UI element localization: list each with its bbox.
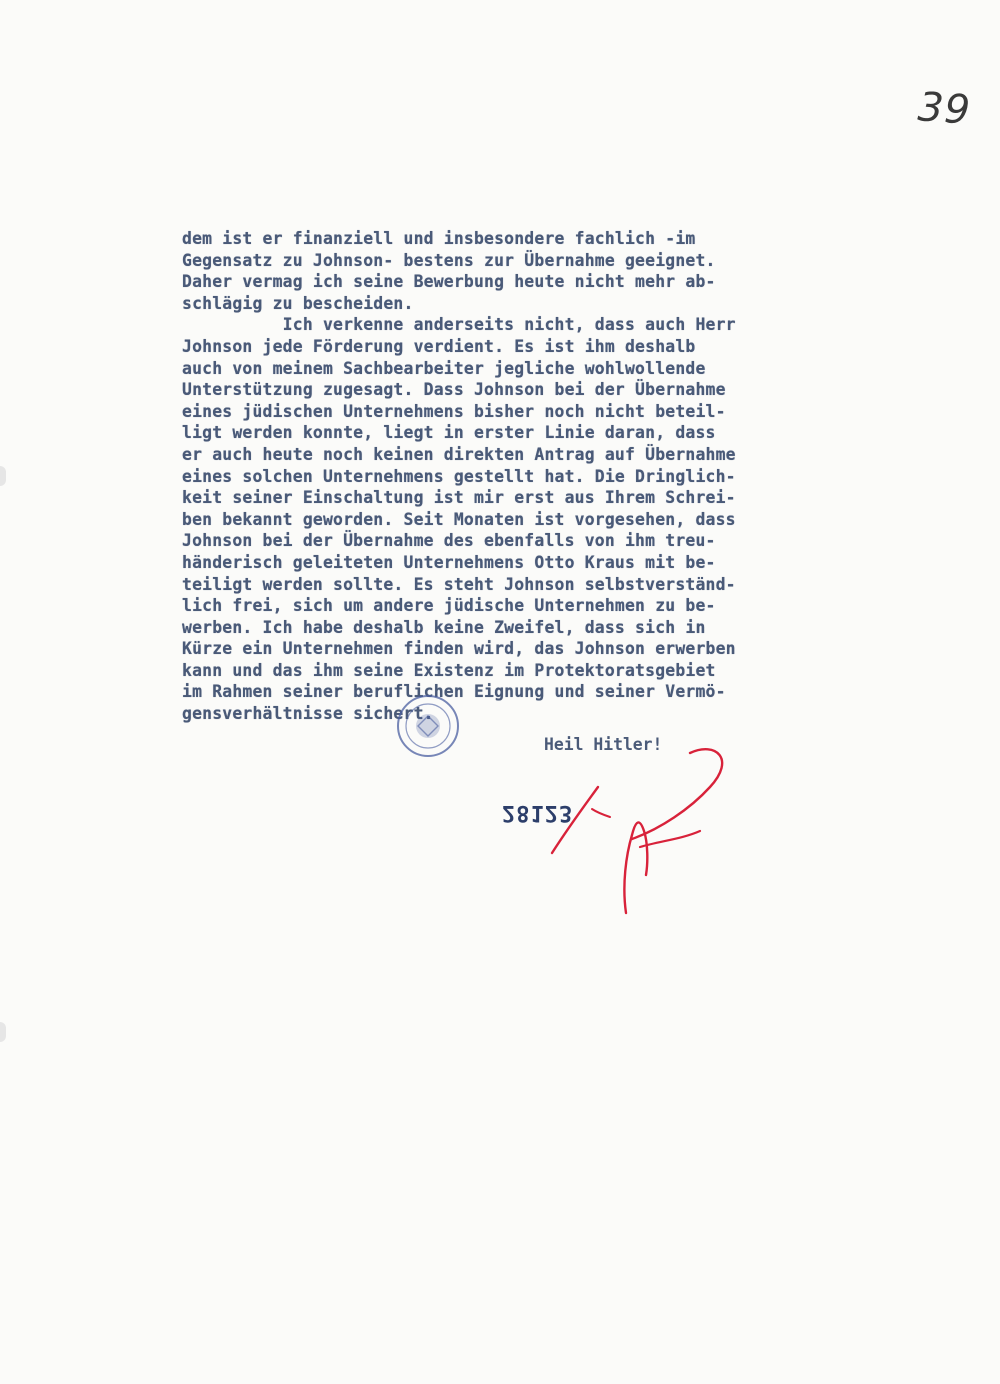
body-line: eines jüdischen Unternehmens bisher noch nicht beteil-: [182, 401, 726, 421]
body-line: teiligt werden sollte. Es steht Johnson selbstverständ-: [182, 574, 736, 594]
closing-salutation: Heil Hitler!: [544, 735, 663, 754]
handwritten-signature: [540, 735, 740, 935]
body-line: Johnson bei der Übernahme des ebenfalls von ihm treu-: [182, 531, 716, 551]
body-line: im Rahmen seiner beruflichen Eignung und seiner Vermö-: [182, 682, 726, 702]
body-line: schlägig zu bescheiden.: [182, 293, 414, 313]
punch-hole: [0, 1022, 6, 1042]
body-line: händerisch geleiteten Unternehmens Otto Kraus mit be-: [182, 552, 716, 572]
body-line: werben. Ich habe deshalb keine Zweifel, dass sich in: [182, 617, 706, 637]
body-line: Gegensatz zu Johnson- bestens zur Übernahme geeignet.: [182, 250, 716, 270]
body-line: lich frei, sich um andere jüdische Unternehmen zu be-: [182, 596, 716, 616]
body-line: dem ist er finanziell und insbesondere fachlich -im: [182, 229, 696, 248]
body-line: ben bekannt geworden. Seit Monaten ist vorgesehen, dass: [182, 509, 736, 529]
body-line: kann und das ihm seine Existenz im Protektoratsgebiet: [182, 660, 716, 680]
body-line: Johnson jede Förderung verdient. Es ist ihm deshalb: [182, 336, 696, 356]
body-line: Ich verkenne anderseits nicht, dass auch Herr: [182, 315, 736, 335]
body-line: auch von meinem Sachbearbeiter jegliche wohlwollende: [182, 358, 706, 378]
body-line: Unterstützung zugesagt. Dass Johnson bei der Übernahme: [182, 380, 726, 400]
official-stamp: [386, 690, 476, 760]
punch-hole: [0, 466, 6, 486]
body-line: Daher vermag ich seine Bewerbung heute nicht mehr ab-: [182, 272, 716, 292]
body-line: keit seiner Einschaltung ist mir erst aus Ihrem Schrei-: [182, 488, 736, 508]
page-number: 39: [916, 84, 973, 134]
body-line: eines solchen Unternehmens gestellt hat. Die Dringlich-: [182, 466, 736, 486]
registration-number: 28123: [502, 800, 574, 825]
body-line: ligt werden konnte, liegt in erster Linie daran, dass: [182, 423, 716, 443]
letter-body: [182, 228, 882, 725]
body-line: er auch heute noch keinen direkten Antrag auf Übernahme: [182, 444, 736, 464]
body-line: Kürze ein Unternehmen finden wird, das Johnson erwerben: [182, 639, 736, 659]
body-line: gensverhältnisse sichert.: [182, 704, 434, 724]
